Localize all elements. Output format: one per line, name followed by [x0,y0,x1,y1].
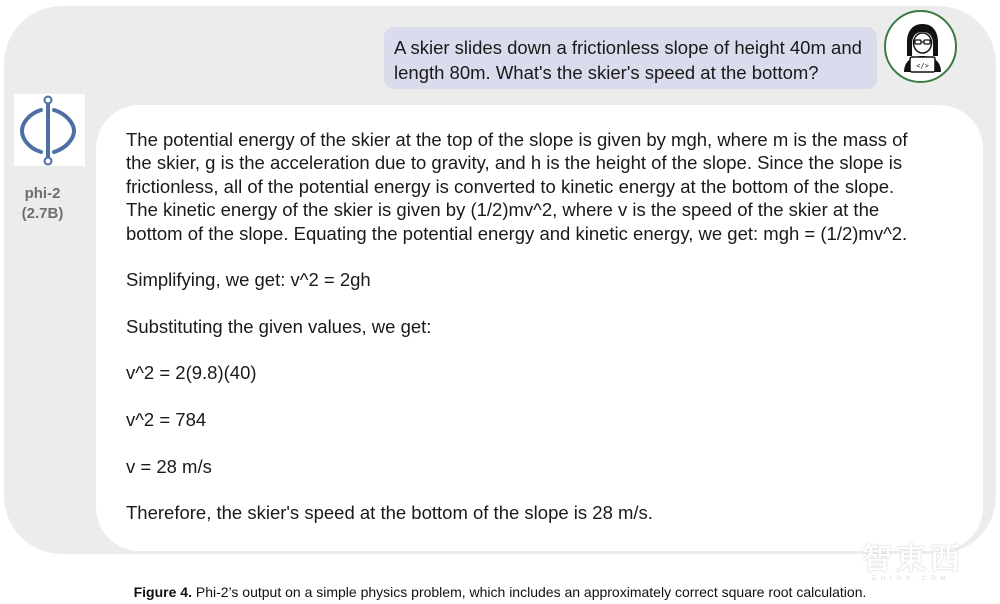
model-name: phi-2 [24,185,61,202]
response-step: v^2 = 784 [126,409,207,430]
response-intro [126,128,966,245]
user-message-bubble [384,27,877,89]
user-message-line: length 80m. What's the skier's speed at the bottom? [394,62,819,83]
caption-label: Figure 4. [133,584,192,600]
response-line: the skier, g is the acceleration due to gravity, and h is the height of the slope. Since the slope is [126,152,903,174]
response-step: Simplifying, we get: v^2 = 2gh [126,269,371,291]
response-step: v^2 = 2(9.8)(40) [126,362,257,384]
model-label [14,184,71,224]
svg-text:</>: </> [916,62,929,70]
phi-logo-icon [14,94,85,166]
response-step: v = 28 m/s [126,455,212,477]
model-response-text [126,128,966,525]
user-message-line: A skier slides down a frictionless slope of height 40m and [394,37,862,58]
coder-avatar-icon [884,10,957,83]
response-conclusion: Therefore, the skier's speed at the bottom of the slope is 28 m/s. [126,502,653,524]
watermark-logo: 智東西 [862,543,964,576]
model-size: (2.7B) [21,205,64,222]
response-line: The potential energy of the skier at the top of the slope is given by mgh, where m is the mass of [126,129,908,150]
response-line: frictionless, all of the potential energy is converted to kinetic energy at the bottom of the slope. [126,175,895,197]
response-step: Substituting the given values, we get: [126,315,432,337]
response-line: The kinetic energy of the skier is given by (1/2)mv^2, where v is the speed of the skier at the [126,199,880,221]
response-line: bottom of the slope. Equating the potential energy and kinetic energy, we get: mgh = (1/2)mv^2. [126,222,908,244]
figure-caption [0,583,1000,601]
watermark-subtext: ZHIDX.COM [872,576,951,582]
caption-text: Phi-2’s output on a simple physics problem, which includes an approximately correct square root calculation. [191,584,867,600]
